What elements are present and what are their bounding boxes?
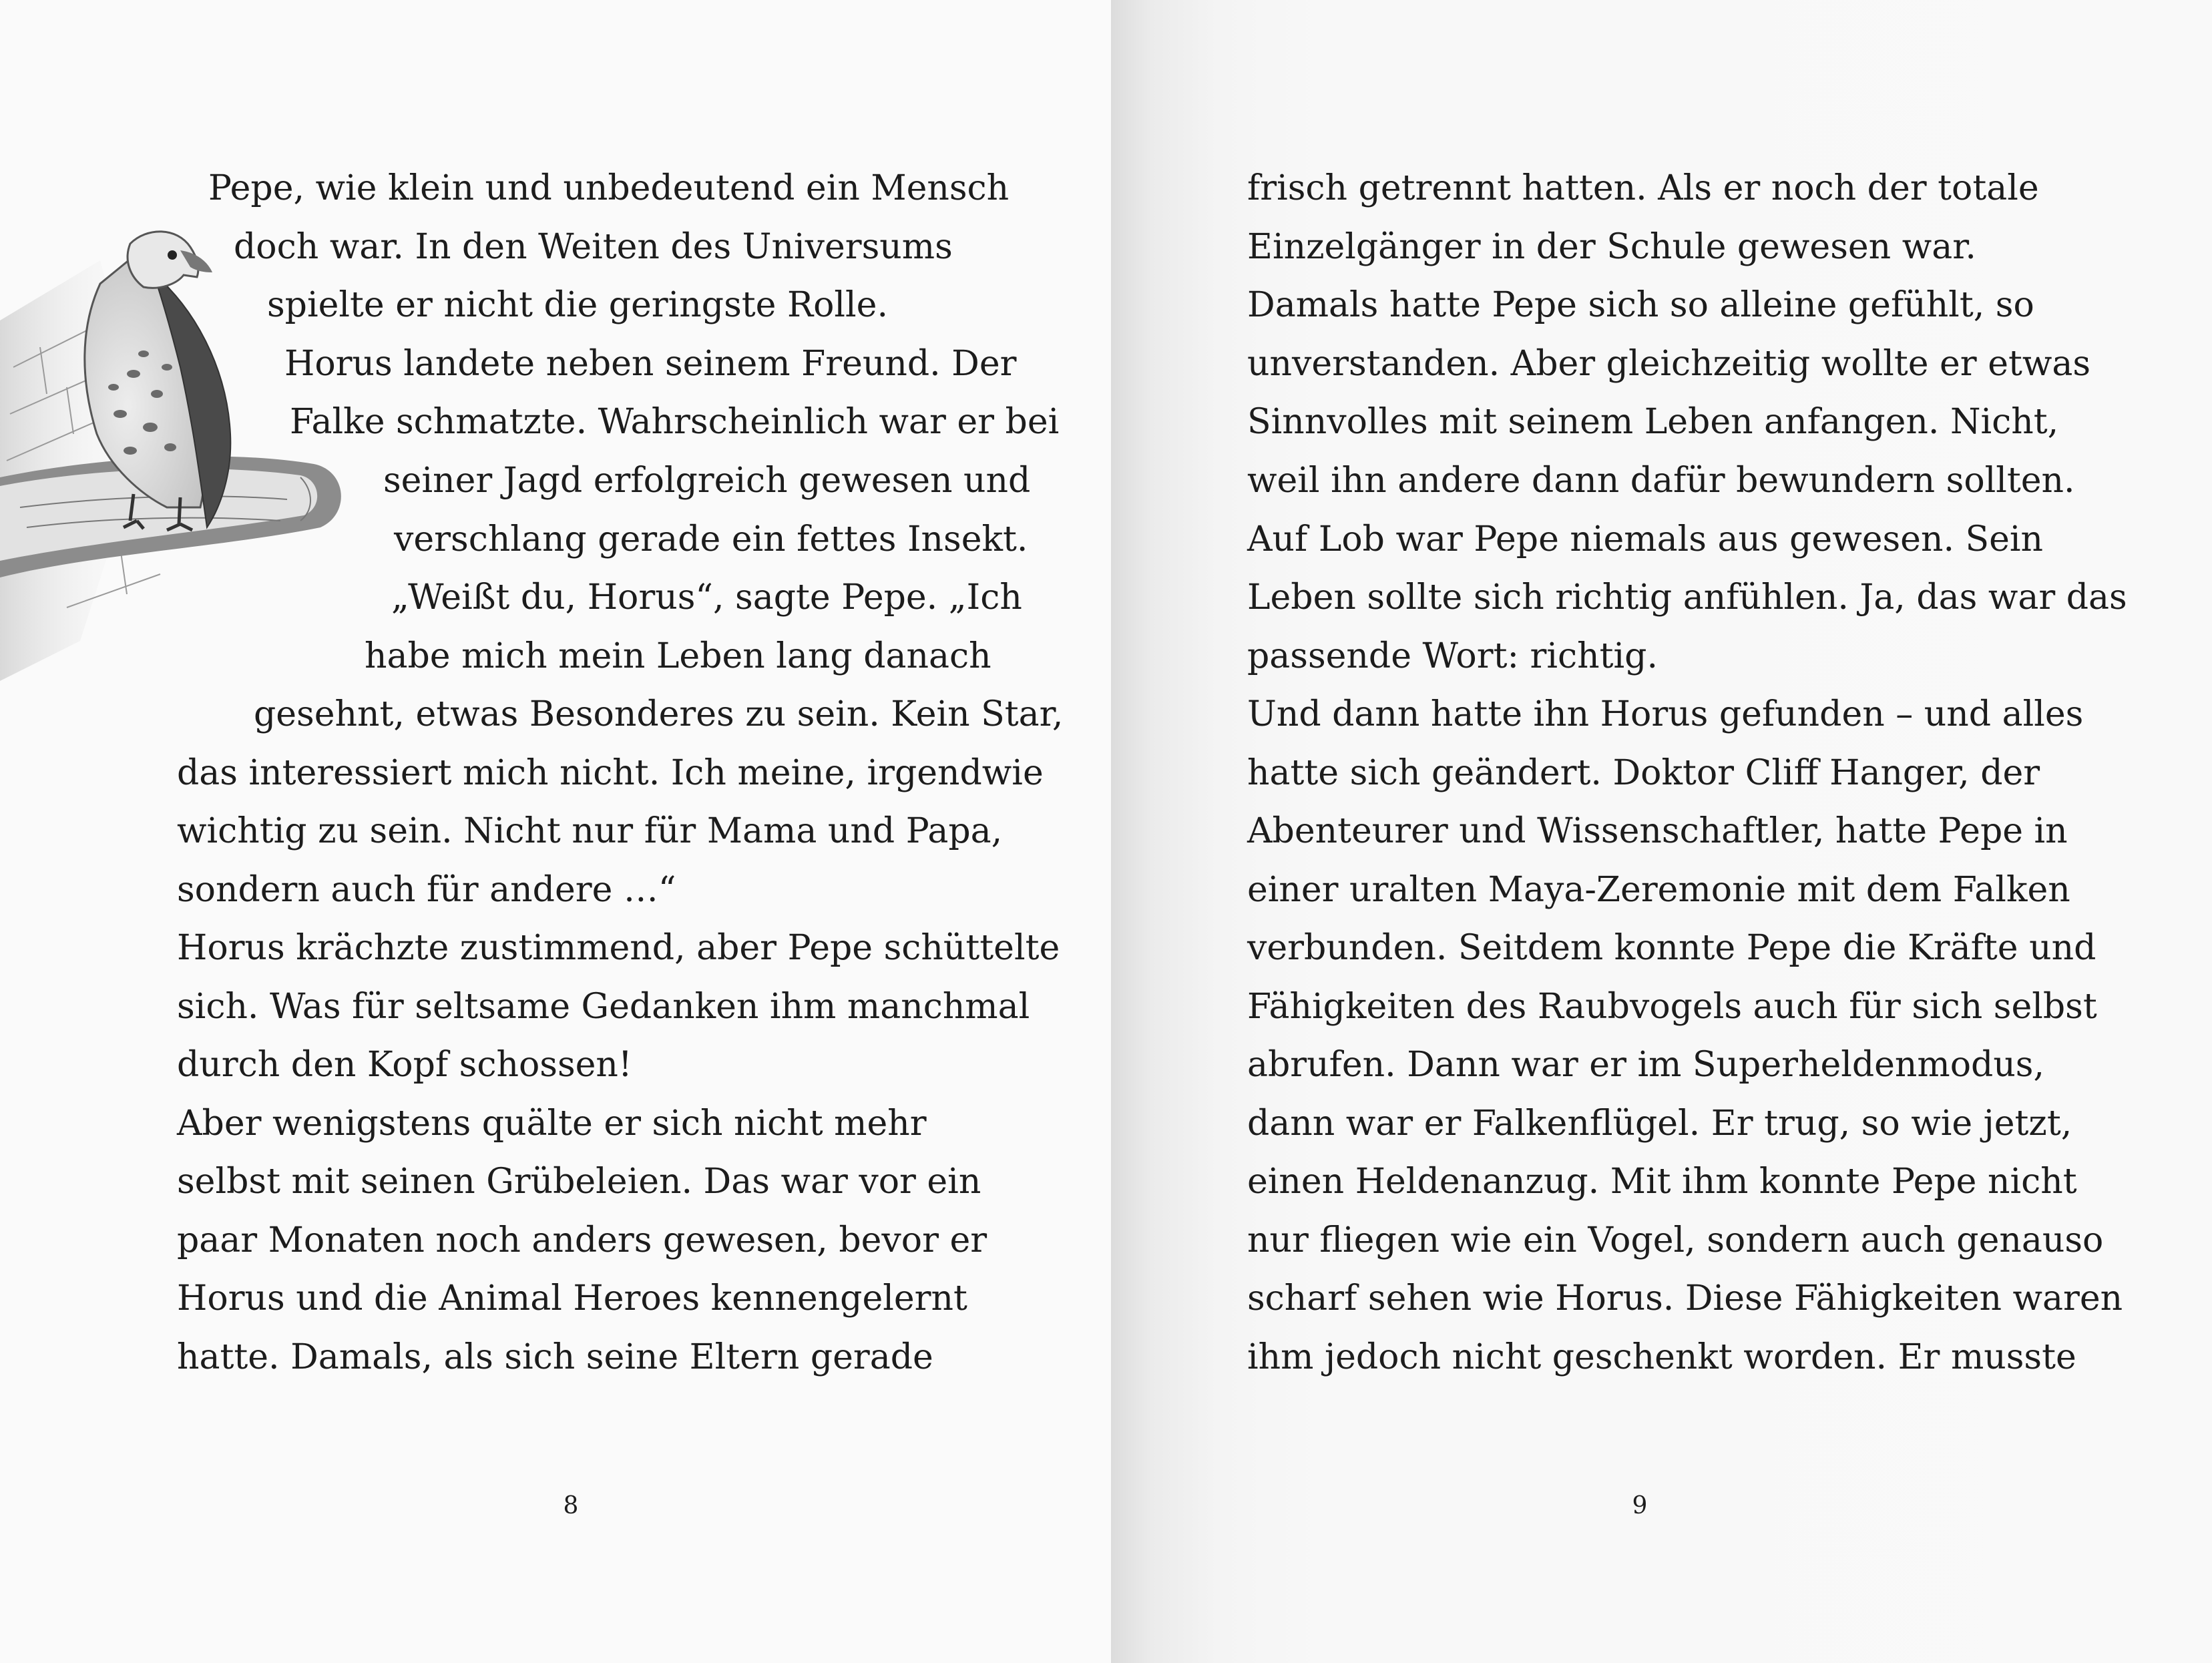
text-line: Abenteurer und Wissenschaftler, hatte Pepe in — [1247, 811, 2068, 851]
page-number-left: 8 — [563, 1492, 579, 1519]
text-line: sich. Was für seltsame Gedanken ihm manchmal — [177, 987, 1030, 1027]
text-line: hatte. Damals, als sich seine Eltern gerade — [177, 1337, 933, 1377]
text-line: Horus landete neben seinem Freund. Der — [284, 344, 1017, 384]
page-number-right: 9 — [1632, 1492, 1648, 1519]
text-line: einen Heldenanzug. Mit ihm konnte Pepe nicht — [1247, 1162, 2077, 1202]
text-line: Pepe, wie klein und unbedeutend ein Mensch — [208, 168, 1010, 208]
text-line: durch den Kopf schossen! — [177, 1045, 632, 1085]
text-line: dann war er Falkenflügel. Er trug, so wie jetzt, — [1247, 1104, 2072, 1144]
text-line: sondern auch für andere …“ — [177, 870, 676, 910]
text-line: Und dann hatte ihn Horus gefunden – und alles — [1247, 694, 2084, 734]
text-line: Falke schmatzte. Wahrscheinlich war er bei — [290, 402, 1060, 442]
text-line: spielte er nicht die geringste Rolle. — [267, 285, 888, 325]
text-line: Sinnvolles mit seinem Leben anfangen. Nicht, — [1247, 402, 2059, 442]
text-line: ihm jedoch nicht geschenkt worden. Er musste — [1247, 1337, 2076, 1377]
text-line: Auf Lob war Pepe niemals aus gewesen. Sein — [1247, 519, 2044, 559]
text-line: Leben sollte sich richtig anfühlen. Ja, das war das — [1247, 577, 2127, 618]
text-line: einer uralten Maya-Zeremonie mit dem Falken — [1247, 870, 2070, 910]
text-line: verschlang gerade ein fettes Insekt. — [394, 519, 1028, 559]
text-line: seiner Jagd erfolgreich gewesen und — [383, 461, 1031, 501]
text-line: frisch getrennt hatten. Als er noch der totale — [1247, 168, 2039, 208]
text-line: Damals hatte Pepe sich so alleine gefühlt, so — [1247, 285, 2034, 325]
text-line: Aber wenigstens quälte er sich nicht mehr — [177, 1104, 927, 1144]
text-line: hatte sich geändert. Doktor Cliff Hanger, der — [1247, 753, 2040, 793]
text-line: Einzelgänger in der Schule gewesen war. — [1247, 227, 1976, 267]
text-line: scharf sehen wie Horus. Diese Fähigkeiten waren — [1247, 1278, 2123, 1319]
text-line: weil ihn andere dann dafür bewundern sollten. — [1247, 461, 2075, 501]
text-line: das interessiert mich nicht. Ich meine, irgendwie — [177, 753, 1044, 793]
text-line: „Weißt du, Horus“, sagte Pepe. „Ich — [391, 577, 1022, 618]
falcon-illustration — [0, 214, 347, 681]
text-line: gesehnt, etwas Besonderes zu sein. Kein Star, — [254, 694, 1064, 734]
text-line: doch war. In den Weiten des Universums — [234, 227, 953, 267]
text-line: wichtig zu sein. Nicht nur für Mama und Papa, — [177, 811, 1003, 851]
text-line: Horus und die Animal Heroes kennengelernt — [177, 1278, 967, 1319]
right-page — [1111, 0, 2212, 1663]
text-line: nur fliegen wie ein Vogel, sondern auch genauso — [1247, 1220, 2104, 1260]
text-line: selbst mit seinen Grübeleien. Das war vor ein — [177, 1162, 981, 1202]
text-line: Horus krächzte zustimmend, aber Pepe schüttelte — [177, 928, 1060, 968]
text-line: abrufen. Dann war er im Superheldenmodus, — [1247, 1045, 2045, 1085]
text-line: habe mich mein Leben lang danach — [365, 636, 991, 676]
text-line: paar Monaten noch anders gewesen, bevor er — [177, 1220, 987, 1260]
text-line: passende Wort: richtig. — [1247, 636, 1658, 676]
text-line: verbunden. Seitdem konnte Pepe die Kräfte und — [1247, 928, 2096, 968]
text-line: Fähigkeiten des Raubvogels auch für sich selbst — [1247, 987, 2097, 1027]
text-line: unverstanden. Aber gleichzeitig wollte er etwas — [1247, 344, 2091, 384]
